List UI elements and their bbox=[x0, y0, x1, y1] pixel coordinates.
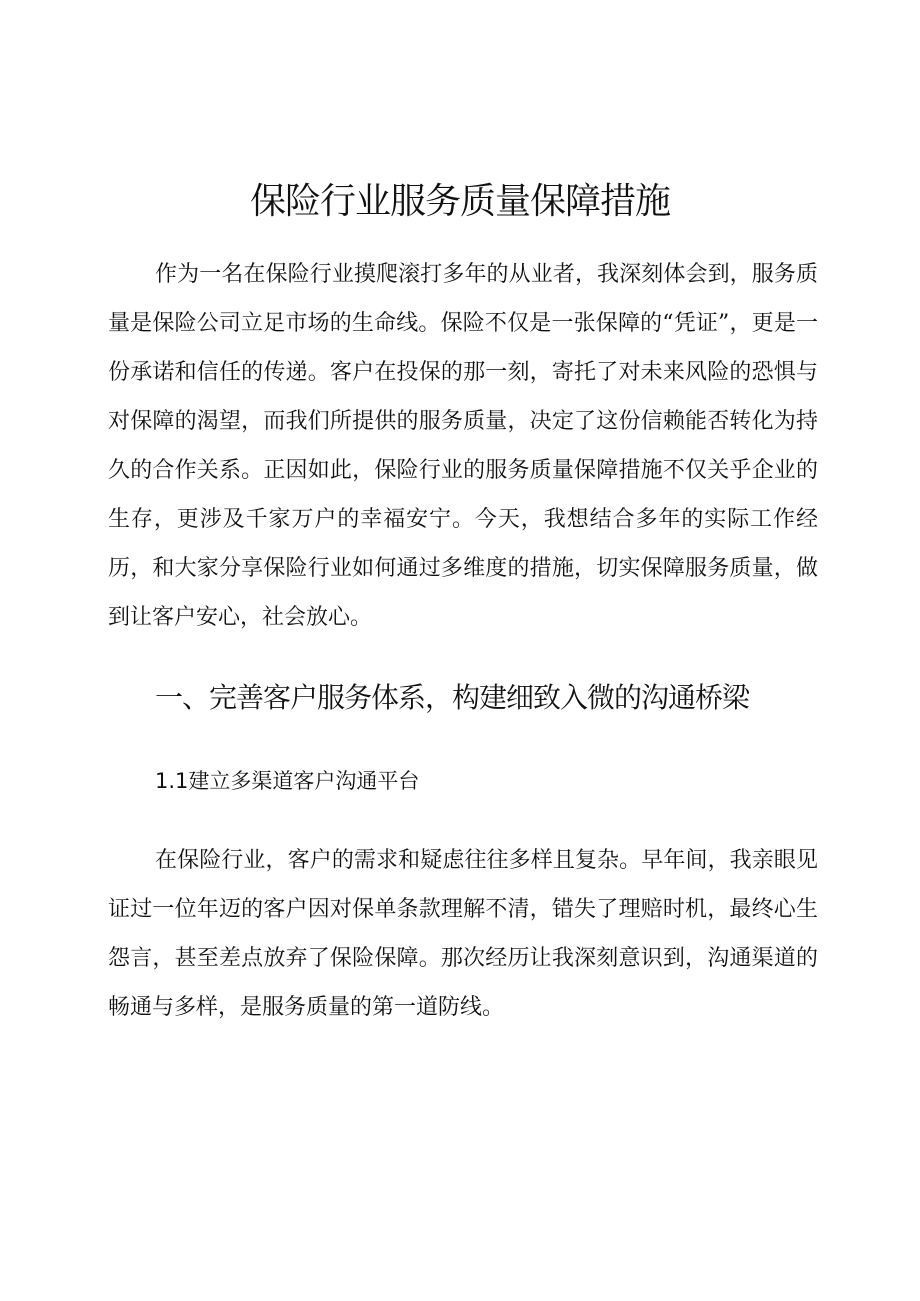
section-heading: 一、完善客户服务体系，构建细致入微的沟通桥梁 bbox=[155, 681, 750, 714]
subsection-heading: 1.1建立多渠道客户沟通平台 bbox=[155, 769, 420, 793]
document-title: 保险行业服务质量保障措施 bbox=[249, 181, 670, 222]
intro-paragraph: 作为一名在保险行业摸爬滚打多年的从业者，我深刻体会到，服务质量是保险公司立足市场的生命线。保险不仅是一张保障的“凭证”，更是一份承诺和信任的传递。客户在投保的那一刻，寄托了对未来风险的恐惧与对保障的渴望，而我们所提供的服务质量，决定了这份信赖能否转化为持久的合作关系。正因如此，保险行业的服务质量保障措施不仅关乎企业的生存，更涉及千家万户的幸福安宁。今天，我想结合多年的实际工作经历，和大家分享保险行业如何通过多维度的措施，切实保障服务质量，做到让客户安心，社会放心。 bbox=[108, 262, 818, 630]
subsection-paragraph: 在保险行业，客户的需求和疑虑往往多样且复杂。早年间，我亲眼见证过一位年迈的客户因对保单条款理解不清，错失了理赔时机，最终心生怨言，甚至差点放弃了保险保障。那次经历让我深刻意识到，沟通渠道的畅通与多样，是服务质量的第一道防线。 bbox=[108, 848, 818, 1020]
